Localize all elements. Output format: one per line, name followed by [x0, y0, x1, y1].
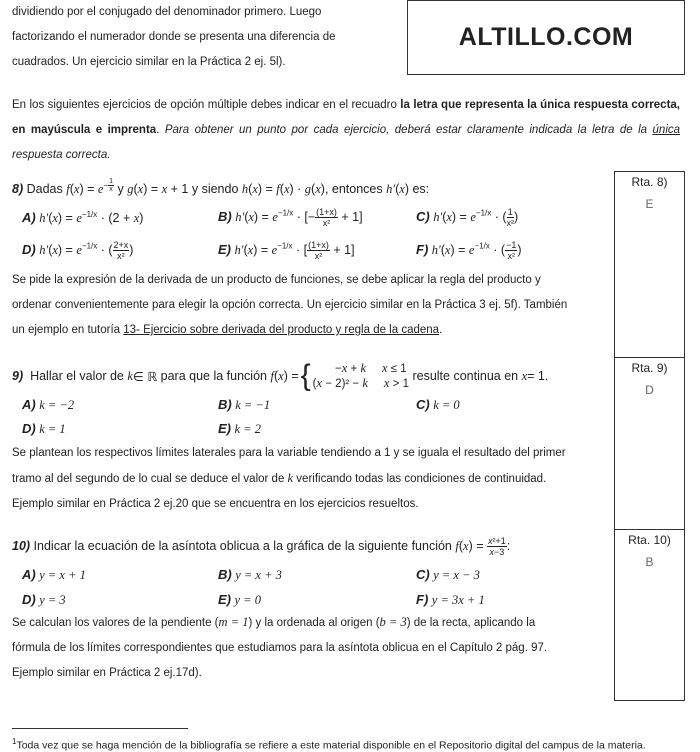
question-9-statement: 9) Hallar el valor de k ∈ ℝ para que la función f ( x ) = { −x + k x ≤ 1 (x − 2)² − k x > 1 resulte continua en x = 1.	[12, 359, 549, 392]
q8-option-f[interactable]: F) $h'(x) = e^{-1/x}$ · ( $\frac{-1}{\text{x²}}$ )	[416, 240, 522, 261]
intro-line-3: cuadrados. Un ejercicio similar en la Práctica 2 ej. 5l).	[12, 56, 286, 68]
q8-explanation: Se pide la expresión de la derivada de un producto de funciones, se debe aplicar la regla del producto y ordenar convenientemente para elegir la opción correcta. Un ejercicio similar en la Práctica 3 ej. 5f). También un ejemplo en tutoría 13- Ejercicio sobre derivada del producto y regla de la cadena.	[12, 274, 568, 336]
footnote-marker: 1	[12, 737, 17, 746]
intro-line-2: factorizando el numerador donde se presenta una diferencia de	[12, 31, 336, 43]
question-9-number: 9)	[12, 369, 24, 383]
instructions-italic1: Para obtener un punto por cada ejercicio, deberá estar claramente indicada la letra de la	[164, 124, 653, 136]
answer-label-10: Rta. 10)	[628, 533, 671, 547]
question-10-number: 10)	[12, 538, 31, 553]
footnote-text: Toda vez que se haga mención de la bibliografía se refiere a este material disponible en el Repositorio digital del campus de la materia.	[16, 739, 646, 752]
answer-label-8: Rta. 8)	[631, 175, 668, 189]
answer-value-10: B	[645, 555, 654, 569]
q10-option-e[interactable]: E) y = 0	[218, 592, 261, 607]
q9-option-a[interactable]: A) k = −2	[22, 397, 75, 412]
q10-option-f[interactable]: F) y = 3x + 1	[416, 592, 485, 607]
tutorial-link[interactable]: 13- Ejercicio sobre derivada del producto y regla de la cadena	[123, 324, 440, 336]
footnote	[12, 737, 646, 752]
q8-option-c[interactable]: C) $h'(x) = e^{-1/x}$ · ( $\frac{1}{\text{x²}}$ )	[416, 207, 519, 228]
q9-option-e[interactable]: E) k = 2	[218, 421, 261, 436]
question-8-number: 8)	[12, 181, 24, 196]
q9-option-c[interactable]: C) k = 0	[416, 397, 460, 412]
q9-option-d[interactable]: D) k = 1	[22, 421, 66, 436]
q9-explanation: Se plantean los respectivos límites laterales para la variable tendiendo a 1 y se iguala el resultado del primer tramo al del segundo de lo cual se deduce el valor de k verificando todas las condiciones de continuidad. Ejemplo similar en Práctica 2 ej.20 que se encuentra en los ejercicios resueltos.	[12, 447, 566, 510]
q8-option-d[interactable]: D) $h'(x) = e^{-1/x}$ · ( $\frac{2+x}{\text{x²}}$ )	[22, 240, 134, 261]
instructions-italic2: respuesta correcta.	[12, 149, 111, 161]
q8-option-b[interactable]: B) $h'(x) = e^{-1/x}$ · [− $\frac{(1+x)}{\text{x²}}$ + 1]	[218, 207, 363, 228]
instructions-paragraph	[12, 93, 680, 168]
q8-option-e[interactable]: E) $h'(x) = e^{-1/x}$ · [ $\frac{(1+x)}{\text{x²}}$ + 1]	[218, 240, 355, 261]
answer-value-8: E	[645, 197, 654, 211]
instructions-underlined: única	[652, 124, 681, 136]
question-8-statement: 8) Dadas $f(x) = e^{- \frac{1}{x}}$ y g(x) = x + 1 y siendo h(x) = f(x) · g(x), entonces h′(x) es:	[12, 178, 430, 196]
q10-explanation: Se calculan los valores de la pendiente (m = 1) y la ordenada al origen (b = 3) de la recta, aplicando la fórmula de los límites correspondientes que estudiamos para la asíntota oblicua en el Capítulo 2 pág. 97. Ejemplo similar en Práctica 2 ej.17d).	[12, 615, 548, 679]
instructions-part1: En los siguientes ejercicios de opción múltiple debes indicar en el recuadro	[12, 99, 401, 111]
answer-box-10[interactable]	[614, 529, 685, 701]
q10-option-c[interactable]: C) y = x − 3	[416, 567, 480, 582]
question-10-statement: 10) Indicar la ecuación de la asíntota oblicua a la gráfica de la siguiente función f(x) = $\frac{\text{x²+1}}{x-3}$ :	[12, 536, 511, 557]
answer-value-9: D	[645, 383, 654, 397]
intro-paragraph	[12, 0, 404, 75]
q10-option-a[interactable]: A) y = x + 1	[22, 567, 86, 582]
instructions-part2: .	[156, 124, 165, 136]
instructions-bold: la letra que representa la única respuesta correcta, en mayúscula e imprenta	[12, 99, 680, 136]
answer-box-8[interactable]	[614, 171, 685, 357]
q10-option-b[interactable]: B) y = x + 3	[218, 567, 282, 582]
q8-option-a[interactable]: A) $h'(x) = e^{-1/x} \cdot (2 + x)$	[22, 210, 144, 226]
answer-label-9: Rta. 9)	[631, 361, 668, 375]
answer-box-9[interactable]	[614, 357, 685, 529]
footnote-separator	[12, 728, 188, 729]
q10-option-d[interactable]: D) y = 3	[22, 592, 66, 607]
intro-line-1: dividiendo por el conjugado del denominador primero. Luego	[12, 6, 322, 18]
altillo-logo[interactable]: ALTILLO.COM	[407, 0, 685, 75]
q9-option-b[interactable]: B) k = −1	[218, 397, 271, 412]
